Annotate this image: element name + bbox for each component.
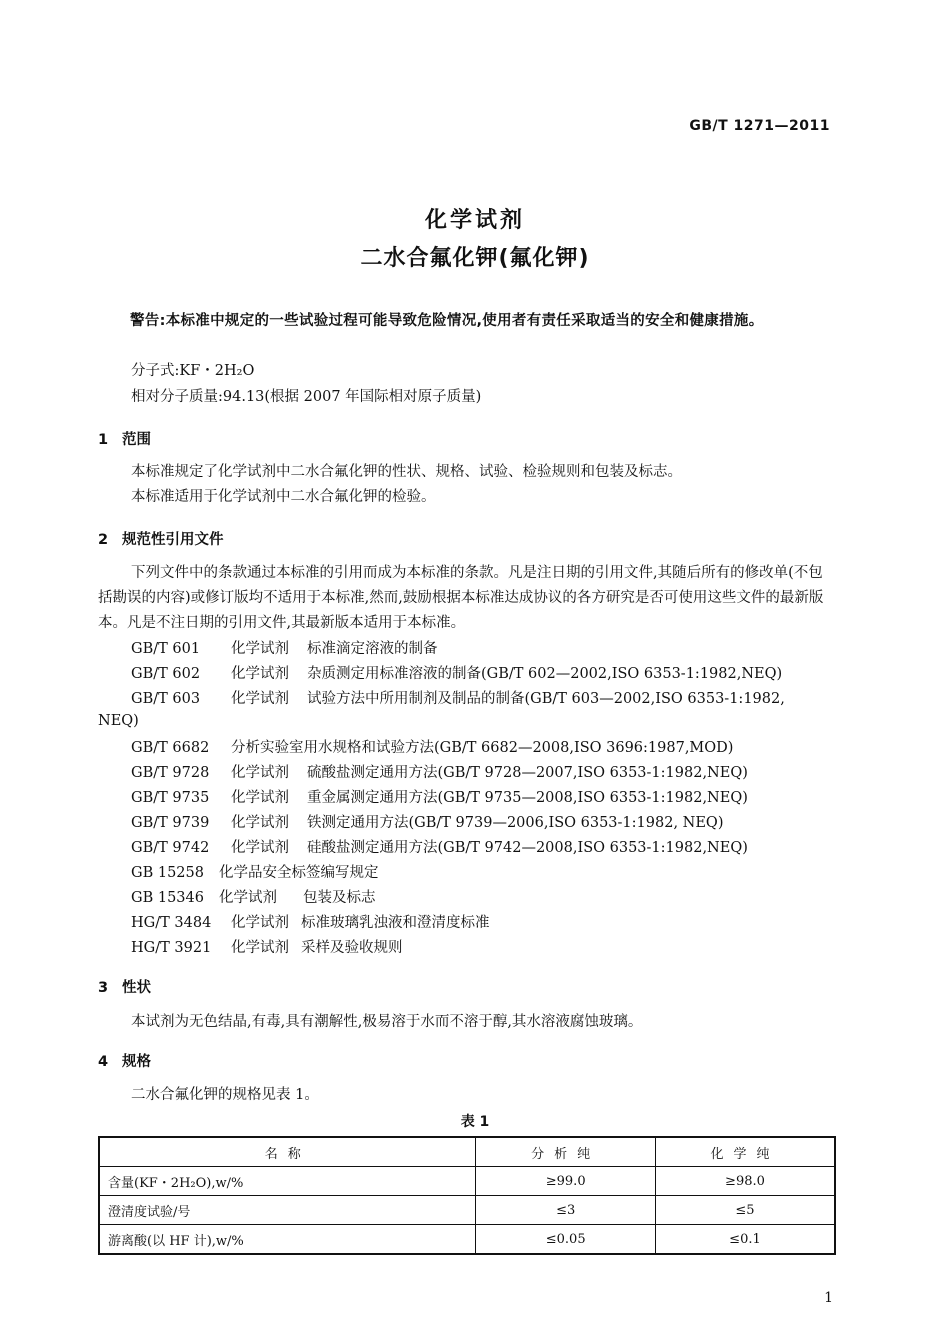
ref-title: 分析实验室用水规格和试验方法(GB/T 6682—2008,ISO 3696:1987,MOD) bbox=[231, 740, 734, 756]
ref-item bbox=[131, 811, 723, 832]
section-1-heading bbox=[98, 428, 151, 449]
warning-note: 警告:本标准中规定的一些试验过程可能导致危险情况,使用者有责任采取适当的安全和健康措施。 bbox=[130, 313, 764, 329]
spec-table bbox=[98, 1136, 836, 1255]
standard-number: GB/T 1271—2011 bbox=[689, 118, 830, 134]
table-cell: ≤5 bbox=[655, 1196, 835, 1225]
table-cell: 游离酸(以 HF 计),w/% bbox=[99, 1225, 476, 1255]
ref-item bbox=[131, 637, 438, 658]
ref-item bbox=[131, 911, 490, 932]
table-caption: 表 1 bbox=[460, 1114, 490, 1130]
ref-item bbox=[131, 861, 379, 882]
table-header-row bbox=[99, 1137, 835, 1167]
ref-item bbox=[131, 736, 733, 757]
ref-code: GB/T 601 bbox=[131, 641, 201, 657]
ref-category: 化学试剂 bbox=[231, 915, 289, 931]
section-3-para: 本试剂为无色结晶,有毒,具有潮解性,极易溶于水而不溶于醇,其水溶液腐蚀玻璃。 bbox=[131, 1014, 643, 1030]
ref-code: GB/T 9739 bbox=[131, 815, 210, 831]
section-title: 范围 bbox=[122, 432, 151, 448]
table-cell: ≥99.0 bbox=[476, 1167, 656, 1196]
section-number: 4 bbox=[98, 1054, 109, 1070]
section-number: 3 bbox=[98, 980, 109, 996]
ref-title: 硅酸盐测定通用方法(GB/T 9742—2008,ISO 6353-1:1982,NEQ) bbox=[307, 840, 748, 856]
section-2-heading bbox=[98, 528, 224, 549]
ref-category: 化学试剂 bbox=[231, 691, 289, 707]
ref-title: 重金属测定通用方法(GB/T 9735—2008,ISO 6353-1:1982,NEQ) bbox=[307, 790, 748, 806]
table-cell: ≤0.05 bbox=[476, 1225, 656, 1255]
section-number: 1 bbox=[98, 432, 109, 448]
ref-category: 化学试剂 bbox=[231, 840, 289, 856]
ref-continuation: NEQ) bbox=[98, 713, 139, 729]
ref-item bbox=[131, 886, 376, 907]
ref-category: 化学试剂 bbox=[219, 890, 277, 906]
ref-code: HG/T 3484 bbox=[131, 915, 212, 931]
ref-title: 采样及验收规则 bbox=[301, 940, 403, 956]
ref-code: GB 15346 bbox=[131, 890, 204, 906]
ref-code: GB/T 602 bbox=[131, 666, 201, 682]
ref-title: 包装及标志 bbox=[303, 890, 376, 906]
ref-category: 化学试剂 bbox=[231, 666, 289, 682]
table-cell: ≤3 bbox=[476, 1196, 656, 1225]
table-row bbox=[99, 1196, 835, 1225]
table-cell: 澄清度试验/号 bbox=[99, 1196, 476, 1225]
molecular-formula: 分子式:KF・2H₂O bbox=[131, 363, 255, 379]
section-3-heading bbox=[98, 976, 151, 997]
ref-item bbox=[131, 761, 748, 782]
ref-code: GB/T 6682 bbox=[131, 740, 210, 756]
ref-category: 化学试剂 bbox=[231, 641, 289, 657]
ref-category: 化学试剂 bbox=[231, 940, 289, 956]
table-row bbox=[99, 1225, 835, 1255]
ref-item bbox=[131, 936, 403, 957]
section-number: 2 bbox=[98, 532, 109, 548]
title-category: 化学试剂 bbox=[424, 208, 525, 233]
ref-title: 标准滴定溶液的制备 bbox=[307, 641, 438, 657]
ref-code: HG/T 3921 bbox=[131, 940, 212, 956]
ref-item bbox=[131, 786, 748, 807]
ref-title: 试验方法中所用制剂及制品的制备(GB/T 603—2002,ISO 6353-1:1982, bbox=[307, 691, 785, 707]
ref-title: 硫酸盐测定通用方法(GB/T 9728—2007,ISO 6353-1:1982,NEQ) bbox=[307, 765, 748, 781]
ref-title: 化学品安全标签编写规定 bbox=[219, 865, 379, 881]
ref-code: GB/T 9728 bbox=[131, 765, 210, 781]
section-4-heading bbox=[98, 1050, 151, 1071]
section-title: 规格 bbox=[122, 1054, 151, 1070]
ref-code: GB 15258 bbox=[131, 865, 204, 881]
table-header-cell: 化学纯 bbox=[655, 1137, 835, 1167]
ref-category: 化学试剂 bbox=[231, 790, 289, 806]
ref-code: GB/T 9735 bbox=[131, 790, 210, 806]
title-product: 二水合氟化钾(氟化钾) bbox=[360, 246, 590, 271]
ref-title: 标准玻璃乳浊液和澄清度标准 bbox=[301, 915, 490, 931]
ref-item bbox=[131, 662, 782, 683]
page-number: 1 bbox=[824, 1290, 833, 1306]
ref-title: 杂质测定用标准溶液的制备(GB/T 602—2002,ISO 6353-1:1982,NEQ) bbox=[307, 666, 783, 682]
section-title: 规范性引用文件 bbox=[122, 532, 224, 548]
ref-item bbox=[131, 836, 748, 857]
section-1-para-2: 本标准适用于化学试剂中二水合氟化钾的检验。 bbox=[131, 489, 436, 505]
ref-code: GB/T 9742 bbox=[131, 840, 210, 856]
section-1-para-1: 本标准规定了化学试剂中二水合氟化钾的性状、规格、试验、检验规则和包装及标志。 bbox=[131, 464, 682, 480]
ref-item bbox=[131, 687, 785, 708]
section-title: 性状 bbox=[122, 980, 151, 996]
section-2-intro: 下列文件中的条款通过本标准的引用而成为本标准的条款。凡是注日期的引用文件,其随后所有的修改单(不包括勘误的内容)或修订版均不适用于本标准,然而,鼓励根据本标准达成协议的各方研究是否可使用这些文件的最新版本。凡是不注日期的引用文件,其最新版本适用于本标准。 bbox=[98, 565, 824, 631]
ref-code: GB/T 603 bbox=[131, 691, 201, 707]
ref-category: 化学试剂 bbox=[231, 815, 289, 831]
table-cell: ≤0.1 bbox=[655, 1225, 835, 1255]
table-header-cell: 分析纯 bbox=[476, 1137, 656, 1167]
ref-category: 化学试剂 bbox=[231, 765, 289, 781]
section-4-para: 二水合氟化钾的规格见表 1。 bbox=[131, 1087, 319, 1103]
table-cell: 含量(KF・2H₂O),w/% bbox=[99, 1167, 476, 1196]
relative-molecular-mass: 相对分子质量:94.13(根据 2007 年国际相对原子质量) bbox=[131, 389, 482, 405]
ref-title: 铁测定通用方法(GB/T 9739—2006,ISO 6353-1:1982, NEQ) bbox=[307, 815, 724, 831]
table-header-cell: 名称 bbox=[99, 1137, 476, 1167]
table-row bbox=[99, 1167, 835, 1196]
table-cell: ≥98.0 bbox=[655, 1167, 835, 1196]
